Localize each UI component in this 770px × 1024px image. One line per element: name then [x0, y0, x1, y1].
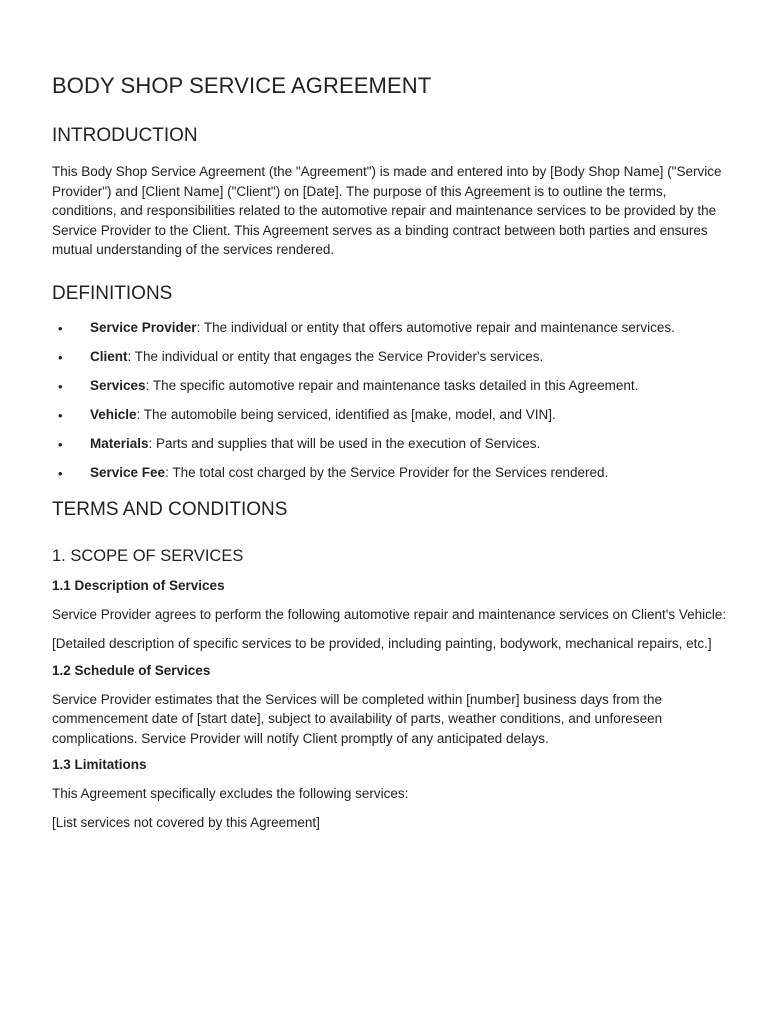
limitations-heading: 1.3 Limitations — [52, 757, 147, 773]
bullet-icon: • — [58, 349, 63, 365]
definition-item — [52, 405, 732, 425]
limitations-paragraph: This Agreement specifically excludes the following services: — [52, 786, 409, 802]
document-page — [52, 68, 732, 833]
introduction-heading: INTRODUCTION — [52, 125, 198, 146]
definition-text: : The automobile being serviced, identified as [make, model, and VIN]. — [136, 406, 556, 422]
definition-item — [52, 434, 732, 454]
definition-term: Client — [90, 348, 128, 364]
definition-text: : The total cost charged by the Service Provider for the Services rendered. — [165, 464, 609, 480]
definition-text: : The specific automotive repair and maintenance tasks detailed in this Agreement. — [145, 377, 639, 393]
definition-text: : The individual or entity that engages the Service Provider's services. — [127, 348, 544, 364]
definition-term: Materials — [90, 435, 149, 451]
definition-item — [52, 318, 732, 338]
bullet-icon: • — [58, 407, 63, 423]
bullet-icon: • — [58, 465, 63, 481]
definition-term: Services — [90, 377, 146, 393]
document-title: BODY SHOP SERVICE AGREEMENT — [52, 73, 432, 98]
terms-heading: TERMS AND CONDITIONS — [52, 499, 288, 521]
schedule-heading: 1.2 Schedule of Services — [52, 662, 211, 678]
definition-text: : The individual or entity that offers automotive repair and maintenance services. — [196, 319, 675, 335]
limitations-placeholder: [List services not covered by this Agreement] — [52, 815, 320, 831]
definition-item — [52, 376, 732, 396]
introduction-paragraph: This Body Shop Service Agreement (the "Agreement") is made and entered into by [Body Shop Name] ("Service Provider") and [Client Name] ("Client") on [Date]. The purpose of this Agreement is to outline the terms, conditions, and responsibilities related to the automotive repair and maintenance services to be provided by the Service Provider to the Client. This Agreement serves as a binding contract between both parties and ensures mutual understanding of the services rendered. — [52, 164, 722, 258]
schedule-paragraph: Service Provider estimates that the Services will be completed within [number] business days from the commencement date of [start date], subject to availability of parts, weather conditions, and unforeseen complications. Service Provider will notify Client promptly of any anticipated delays. — [52, 691, 663, 746]
definition-item — [52, 347, 732, 367]
bullet-icon: • — [58, 378, 63, 394]
scope-heading: 1. SCOPE OF SERVICES — [52, 547, 244, 566]
definition-item — [52, 463, 732, 483]
definitions-list — [52, 318, 732, 483]
definition-text: : Parts and supplies that will be used in the execution of Services. — [148, 435, 541, 451]
description-heading: 1.1 Description of Services — [52, 578, 225, 594]
definition-term: Service Provider — [90, 319, 197, 335]
bullet-icon: • — [58, 436, 63, 452]
definition-term: Vehicle — [90, 406, 137, 422]
definitions-heading: DEFINITIONS — [52, 282, 173, 304]
description-placeholder: [Detailed description of specific services to be provided, including painting, bodywork, mechanical repairs, etc.] — [52, 636, 712, 652]
description-paragraph: Service Provider agrees to perform the following automotive repair and maintenance services on Client's Vehicle: — [52, 607, 727, 623]
definition-term: Service Fee — [90, 464, 166, 480]
bullet-icon: • — [58, 320, 63, 336]
